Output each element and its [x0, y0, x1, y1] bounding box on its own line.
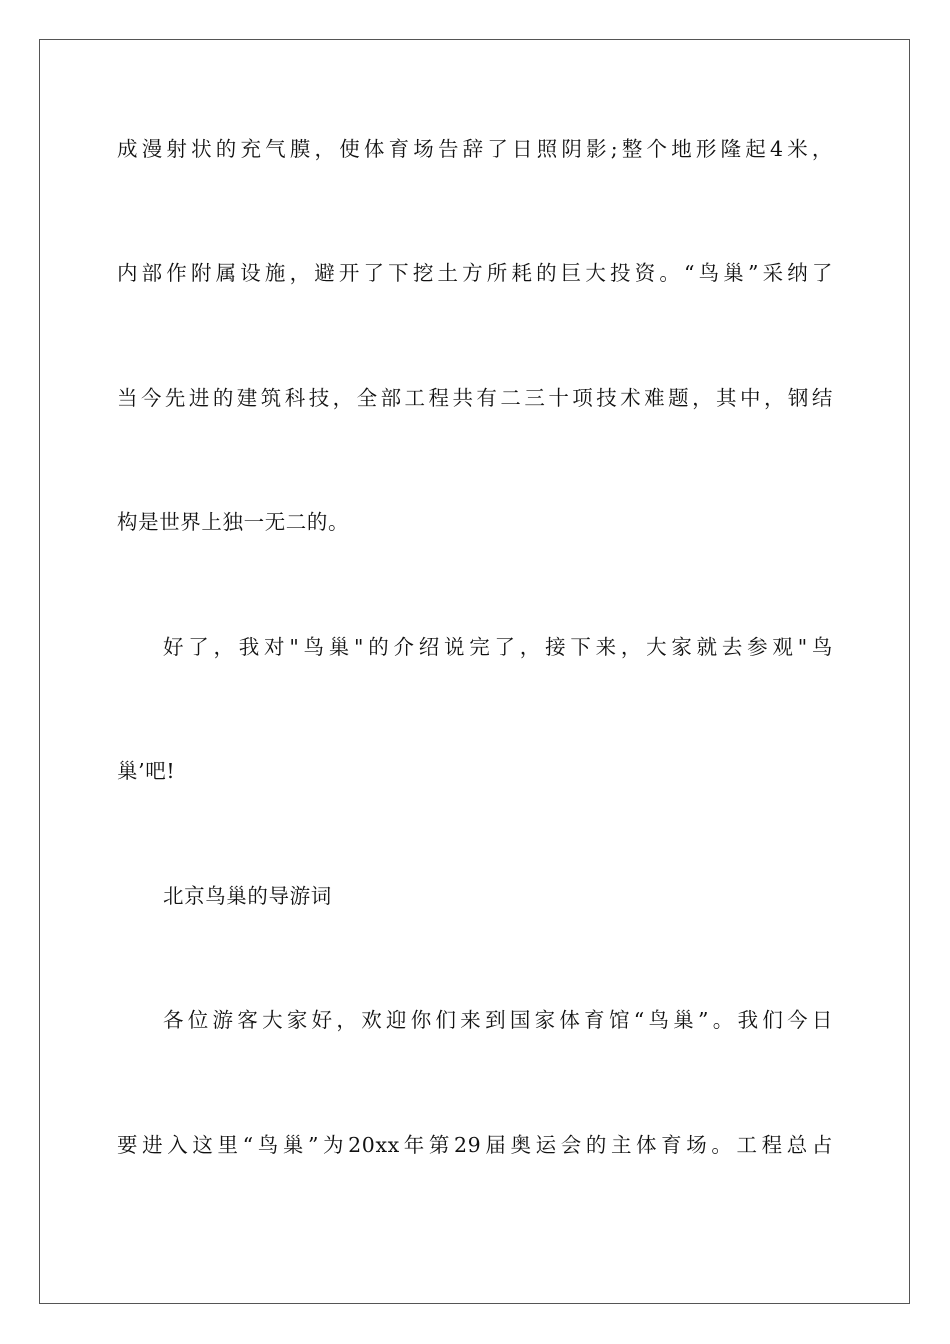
paragraph-line-7: 各位游客大家好，欢迎你们来到国家体育馆“鸟巢”。我们今日	[163, 1008, 833, 1032]
paragraph-line-1: 成漫射状的充气膜，使体育场告辞了日照阴影;整个地形隆起4米，	[117, 137, 833, 161]
paragraph-line-8: 要进入这里“鸟巢”为20xx年第29届奥运会的主体育场。工程总占	[117, 1133, 833, 1157]
page-border	[39, 39, 910, 1304]
paragraph-line-2: 内部作附属设施，避开了下挖土方所耗的巨大投资。“鸟巢”采纳了	[117, 261, 833, 285]
paragraph-line-5: 好了，我对"鸟巢"的介绍说完了，接下来，大家就去参观"鸟	[163, 635, 833, 659]
paragraph-line-4: 构是世界上独一无二的。	[117, 510, 350, 534]
section-heading: 北京鸟巢的导游词	[163, 884, 332, 908]
paragraph-line-6: 巢’吧!	[117, 759, 176, 783]
paragraph-line-3: 当今先进的建筑科技，全部工程共有二三十项技术难题，其中，钢结	[117, 386, 833, 410]
